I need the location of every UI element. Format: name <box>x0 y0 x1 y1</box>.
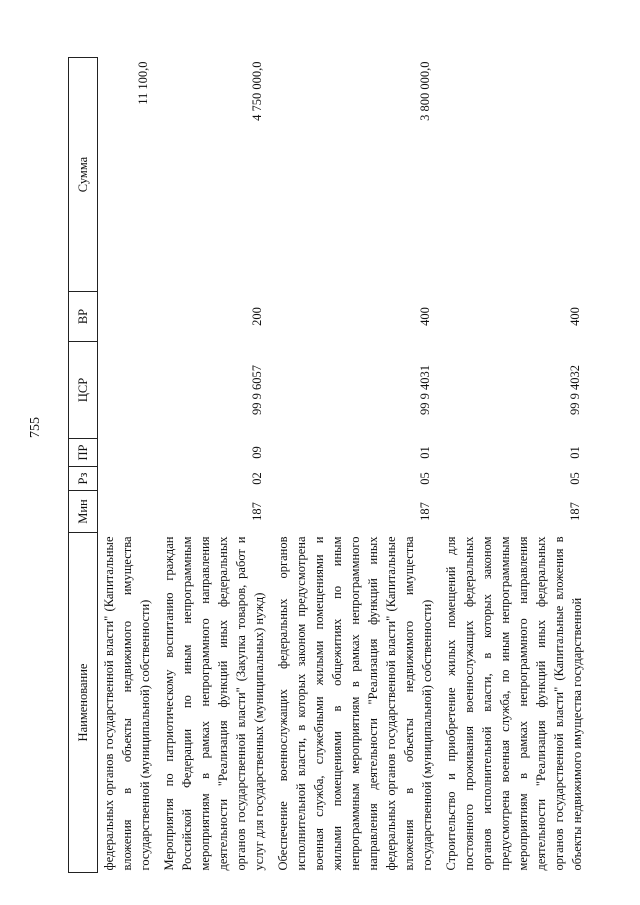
row-csr: 99 9 4031 <box>418 365 432 415</box>
row-sum: 3 800 000,0 <box>418 61 432 121</box>
row-sum <box>440 58 590 292</box>
row-min: 187 <box>250 502 264 521</box>
header-csr: ЦСР <box>69 342 98 439</box>
row-sum: 11 100,0 <box>136 61 150 105</box>
row-min: 187 <box>418 502 432 521</box>
row-name: Строительство и приобретение жилых помещений для постоянного проживания военнослужащих федеральных органов исполнительной власти, в которых законом предусмотрена военная служба, по иным непрограммным мероприятиям в рамках непрограммного направления деятельности "Реализация функций иных федеральных органов государственной власти" (Капитальные вложения в объекты недвижимого имущества государственной <box>444 536 584 871</box>
page-number: 755 <box>28 417 43 438</box>
row-csr: 99 9 6057 <box>250 365 264 415</box>
table-row <box>272 58 440 873</box>
header-min: Мин <box>69 491 98 533</box>
table-row <box>440 58 590 873</box>
row-pr <box>98 439 159 467</box>
row-name: Обеспечение военнослужащих федеральных органов исполнительной власти, в которых законом предусмотрена военная служба, служебными жилыми помещениями и жилыми помещениями в общежитиях по иным непрограммным мероприятиям в рамках непрограммного направления деятельности "Реализация функций иных федеральных органов государственной власти" (Капитальные вложения в объекты недвижимого имущества государственной (муниципальной) собственности) <box>276 536 434 871</box>
row-rz: 05 <box>418 472 432 485</box>
row-min <box>98 491 159 533</box>
row-min: 187 <box>568 502 582 521</box>
row-vr: 400 <box>568 307 582 326</box>
header-vr: ВР <box>69 292 98 342</box>
header-name: Наименование <box>69 533 98 873</box>
row-pr: 01 <box>568 446 582 459</box>
rotated-page <box>68 58 633 873</box>
row-name: федеральных органов государственной власти" (Капитальные вложения в объекты недвижимого имущества государственной (муниципальной) собственности) <box>102 536 152 871</box>
row-rz: 02 <box>250 472 264 485</box>
header-pr: ПР <box>69 439 98 467</box>
table-row <box>158 58 272 873</box>
row-csr: 99 9 4032 <box>568 365 582 415</box>
row-rz: 05 <box>568 472 582 485</box>
row-pr: 09 <box>250 446 264 459</box>
row-vr <box>98 292 159 342</box>
header-rz: Рз <box>69 467 98 491</box>
table-header-row <box>69 58 98 873</box>
row-vr: 400 <box>418 307 432 326</box>
row-csr <box>98 342 159 439</box>
header-sum: Сумма <box>69 58 98 292</box>
row-vr: 200 <box>250 307 264 326</box>
row-rz <box>98 467 159 491</box>
row-name: Мероприятия по патриотическому воспитанию граждан Российской Федерации по иным непрограммным мероприятиям в рамках непрограммного направления деятельности "Реализация функций иных федеральных органов государственной власти" (Закупка товаров, работ и услуг для государственных (муниципальных) нужд) <box>162 536 266 871</box>
row-pr: 01 <box>418 446 432 459</box>
table-row <box>98 58 159 873</box>
row-sum: 4 750 000,0 <box>250 61 264 121</box>
budget-table <box>68 57 590 873</box>
